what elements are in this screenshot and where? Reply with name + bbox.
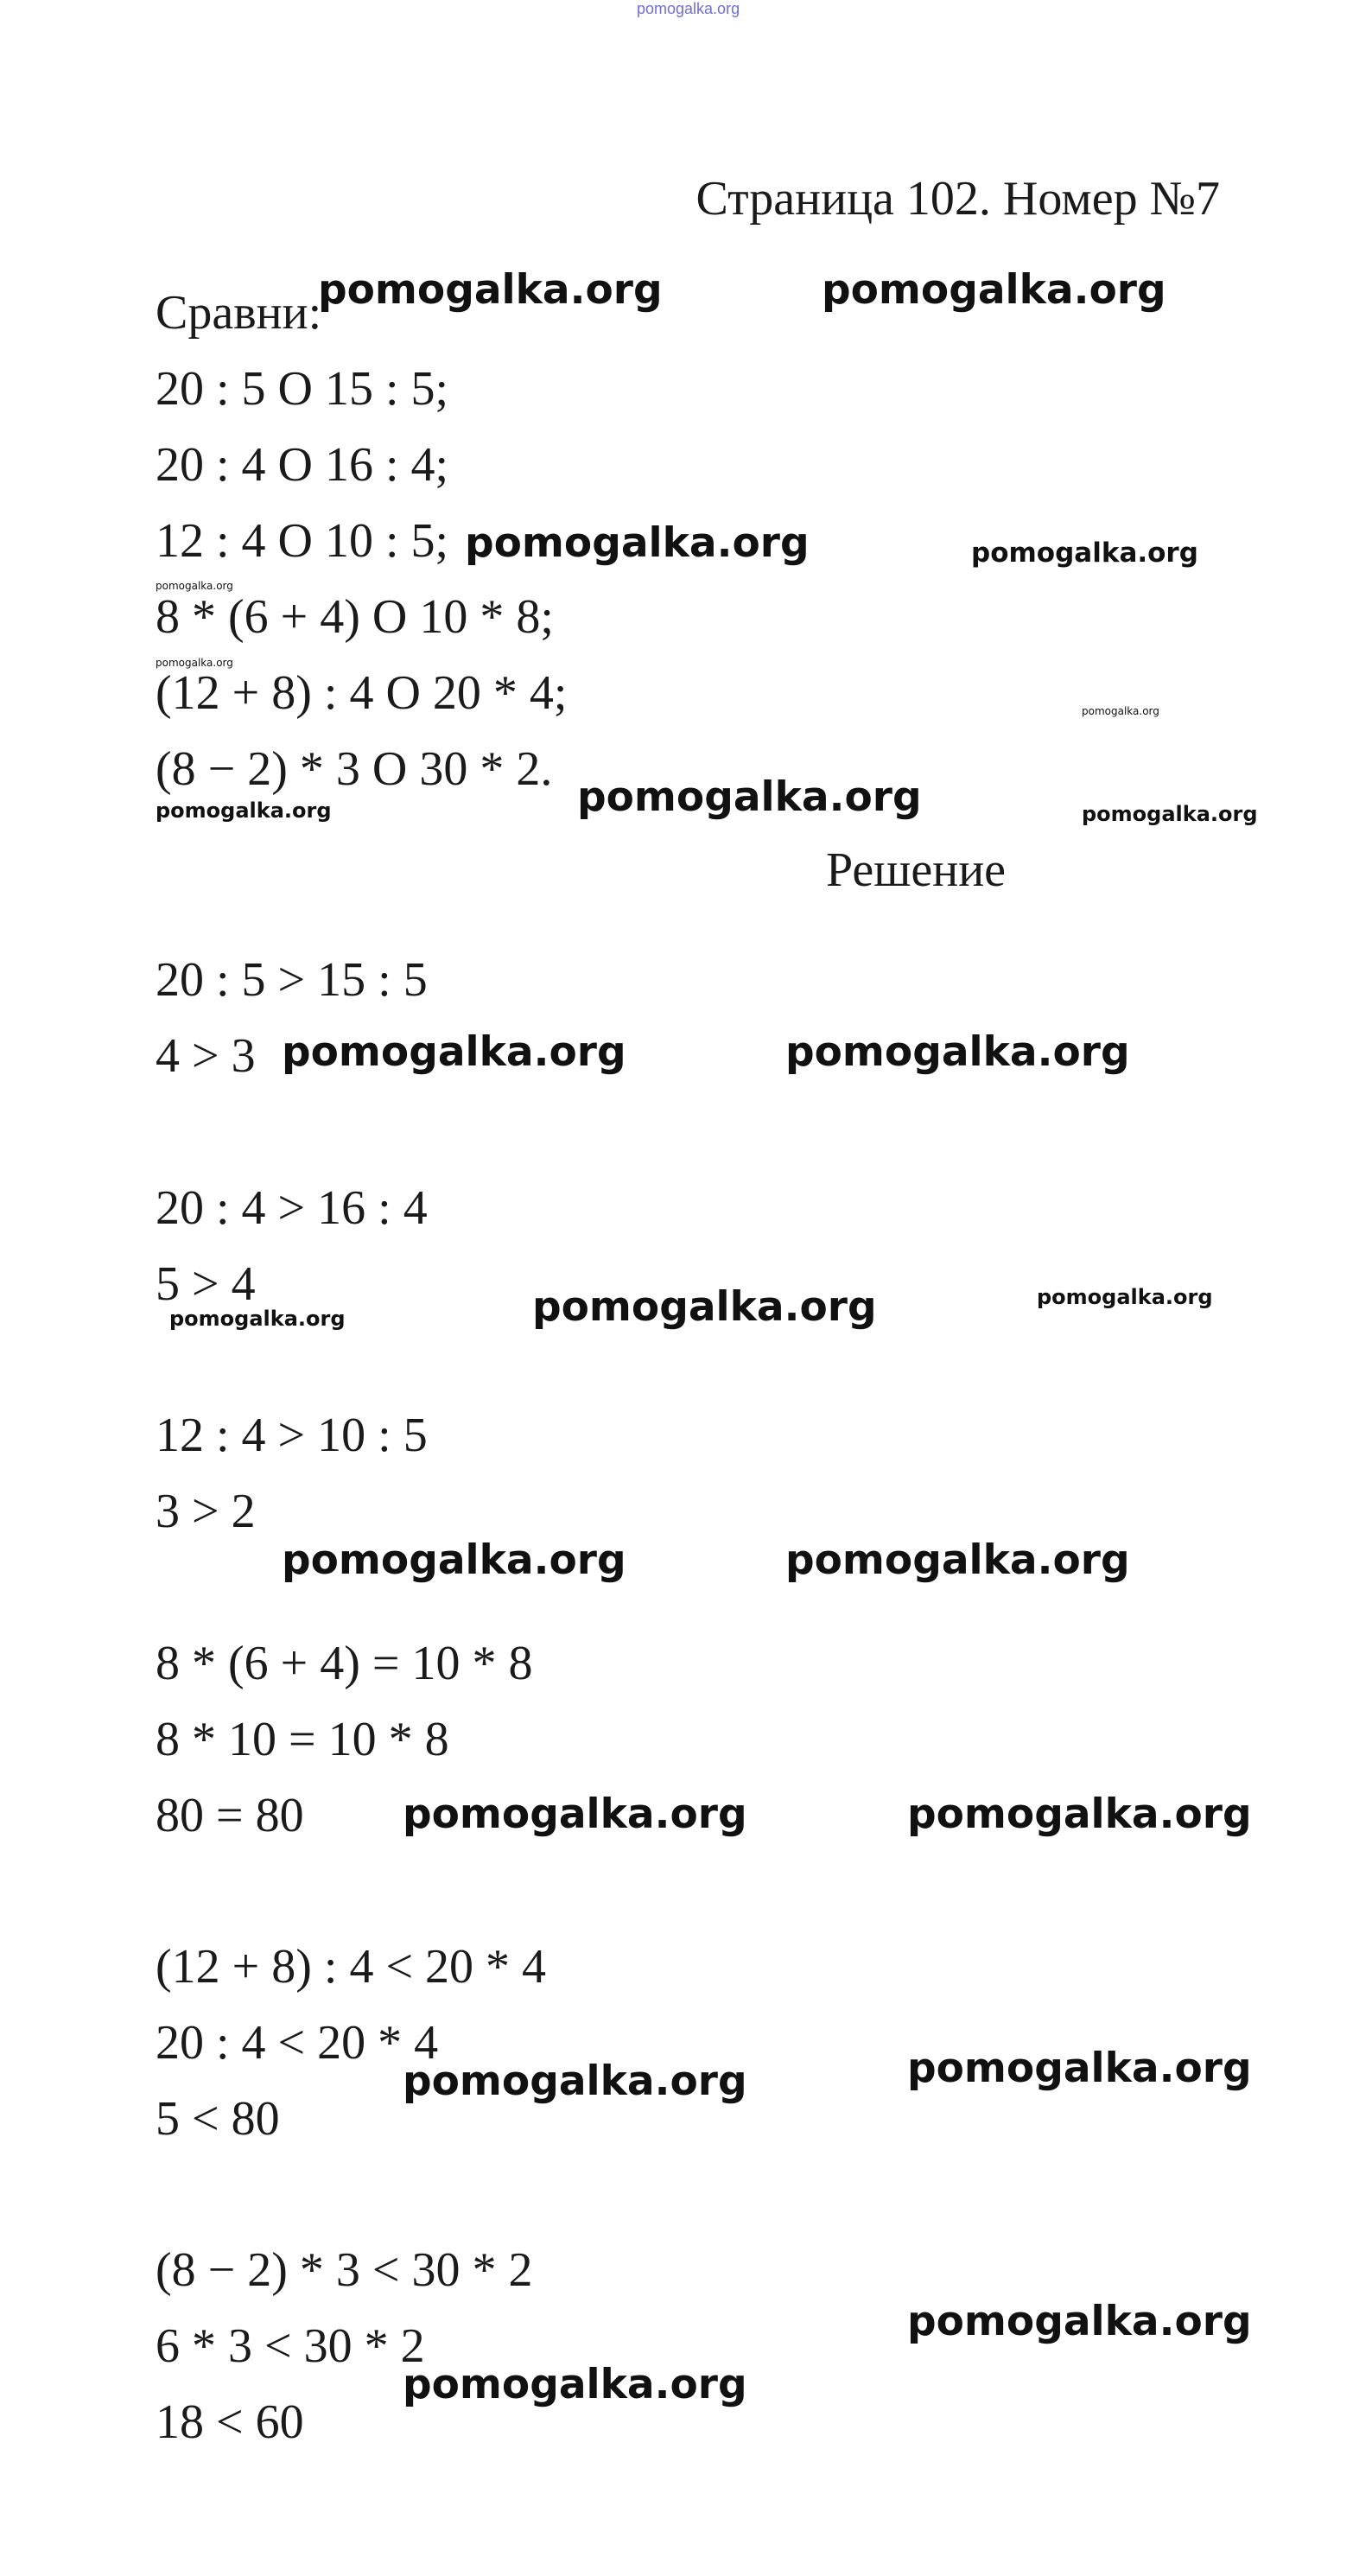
watermark: pomogalka.org xyxy=(465,519,810,567)
solution-line: 3 > 2 xyxy=(156,1485,256,1538)
site-link[interactable]: pomogalka.org xyxy=(637,0,740,17)
watermark: pomogalka.org xyxy=(971,537,1198,569)
solution-line: 80 = 80 xyxy=(156,1789,304,1842)
solution-line: 5 > 4 xyxy=(156,1257,256,1311)
solution-line: 12 : 4 > 10 : 5 xyxy=(156,1409,428,1462)
watermark: pomogalka.org xyxy=(403,1790,747,1838)
watermark: pomogalka.org xyxy=(785,1536,1130,1584)
watermark: pomogalka.org xyxy=(282,1536,626,1584)
watermark: pomogalka.org xyxy=(822,266,1166,314)
task-line: 12 : 4 O 10 : 5; xyxy=(156,514,449,568)
watermark: pomogalka.org xyxy=(532,1283,877,1331)
watermark: pomogalka.org xyxy=(907,2045,1252,2092)
solution-line: 4 > 3 xyxy=(156,1029,256,1083)
solution-line: 20 : 5 > 15 : 5 xyxy=(156,953,428,1007)
solution-line: (12 + 8) : 4 < 20 * 4 xyxy=(156,1940,547,1994)
solution-line: 18 < 60 xyxy=(156,2395,304,2449)
watermark: pomogalka.org xyxy=(785,1028,1130,1076)
solution-line: 20 : 4 < 20 * 4 xyxy=(156,2016,439,2070)
solution-line: 8 * (6 + 4) = 10 * 8 xyxy=(156,1637,533,1690)
solution-line: (8 − 2) * 3 < 30 * 2 xyxy=(156,2243,533,2297)
watermark: pomogalka.org xyxy=(1082,705,1159,717)
watermark: pomogalka.org xyxy=(1037,1285,1213,1309)
watermark: pomogalka.org xyxy=(169,1307,346,1331)
task-line: 20 : 4 O 16 : 4; xyxy=(156,438,449,492)
task-line: (8 − 2) * 3 O 30 * 2. xyxy=(156,742,553,796)
page-title: Страница 102. Номер №7 xyxy=(696,172,1220,226)
watermark: pomogalka.org xyxy=(1082,802,1258,826)
solution-line: 20 : 4 > 16 : 4 xyxy=(156,1181,428,1235)
watermark: pomogalka.org xyxy=(403,2058,747,2105)
watermark: pomogalka.org xyxy=(156,798,332,823)
solution-title: Решение xyxy=(826,843,1007,897)
task-line: (12 + 8) : 4 O 20 * 4; xyxy=(156,666,568,720)
watermark: pomogalka.org xyxy=(403,2361,747,2408)
solution-line: 6 * 3 < 30 * 2 xyxy=(156,2319,425,2373)
solution-line: 5 < 80 xyxy=(156,2092,280,2146)
watermark: pomogalka.org xyxy=(907,2298,1252,2345)
watermark: pomogalka.org xyxy=(318,266,663,314)
task-intro: Сравни: xyxy=(156,286,322,340)
watermark: pomogalka.org xyxy=(156,657,233,669)
task-line: 20 : 5 O 15 : 5; xyxy=(156,362,449,416)
solution-line: 8 * 10 = 10 * 8 xyxy=(156,1713,449,1766)
watermark: pomogalka.org xyxy=(577,773,922,821)
task-line: 8 * (6 + 4) O 10 * 8; xyxy=(156,590,554,644)
watermark: pomogalka.org xyxy=(282,1028,626,1076)
watermark: pomogalka.org xyxy=(907,1790,1252,1838)
watermark: pomogalka.org xyxy=(156,580,233,592)
